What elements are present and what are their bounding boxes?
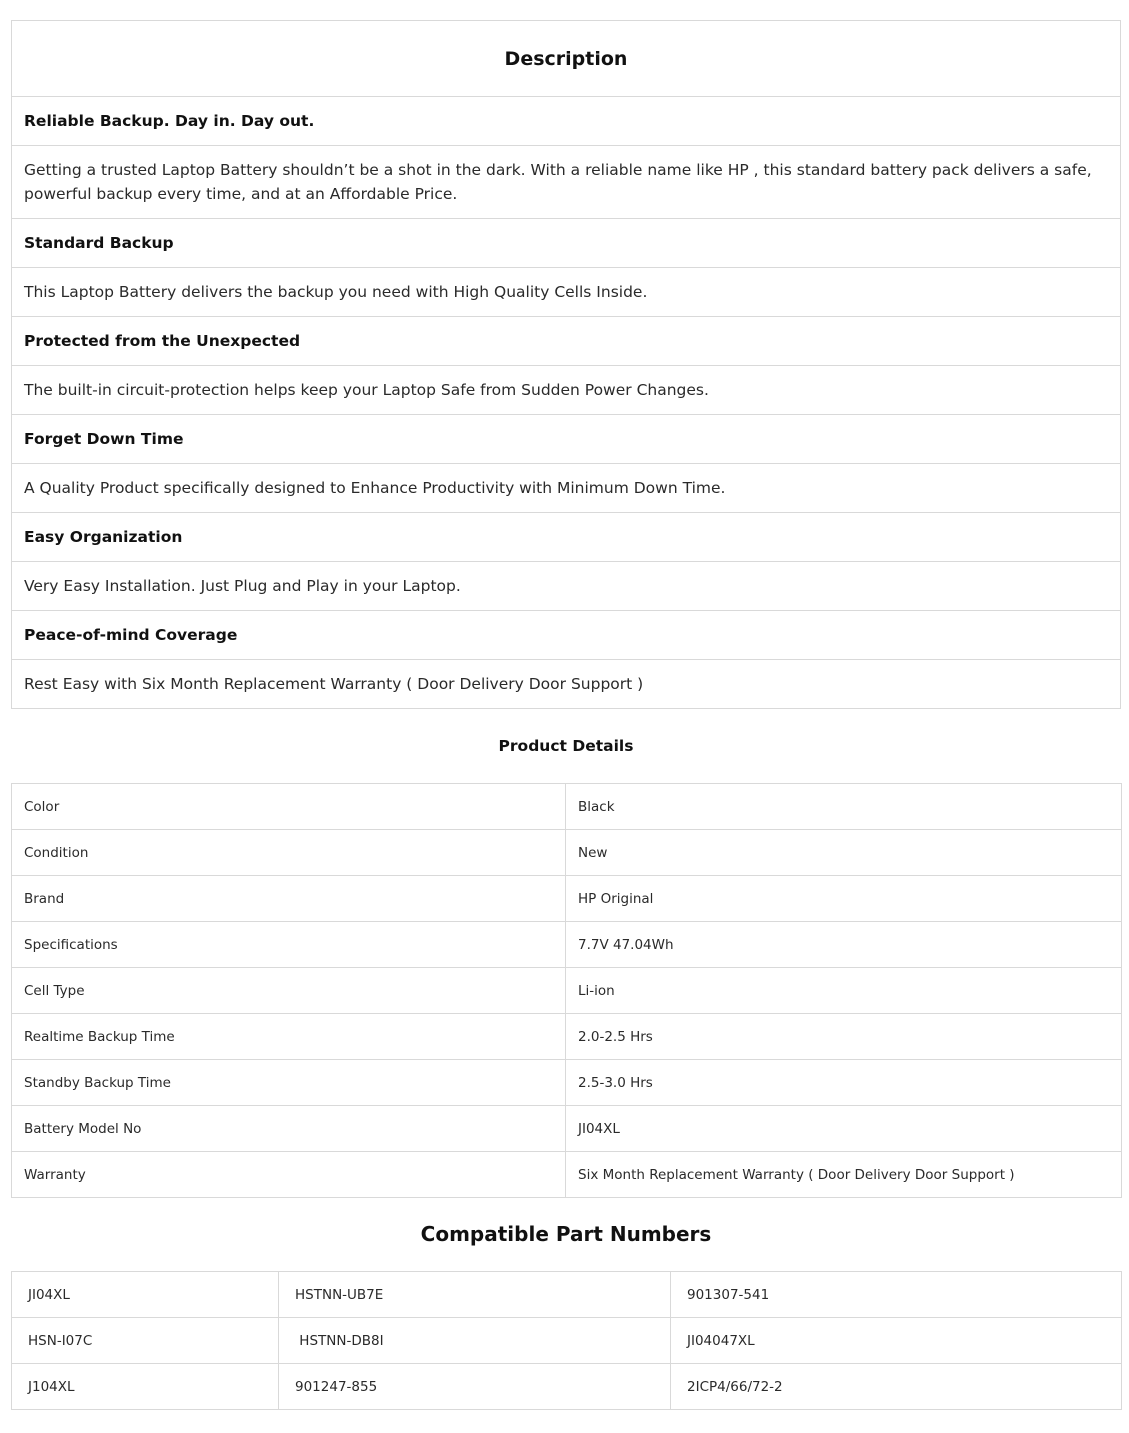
part-number: 2ICP4/66/72-2 [671,1364,1122,1410]
part-number: 901247-855 [279,1364,671,1410]
detail-label: Specifications [12,922,566,968]
detail-value: JI04XL [566,1106,1122,1152]
detail-value: HP Original [566,876,1122,922]
table-row [12,1060,1122,1106]
feature-text-row [12,562,1121,611]
description-header-row [12,21,1121,97]
feature-text-row [12,268,1121,317]
detail-label: Cell Type [12,968,566,1014]
table-row [12,1152,1122,1198]
part-number: HSTNN-UB7E [279,1272,671,1318]
table-row [12,876,1122,922]
part-number: HSTNN-DB8I [279,1318,671,1364]
detail-value: 2.0-2.5 Hrs [566,1014,1122,1060]
table-row [12,968,1122,1014]
feature-text: This Laptop Battery delivers the backup you need with High Quality Cells Inside. [12,268,1121,317]
feature-title: Protected from the Unexpected [12,317,1121,366]
detail-value: 2.5-3.0 Hrs [566,1060,1122,1106]
detail-label: Realtime Backup Time [12,1014,566,1060]
feature-title-row [12,317,1121,366]
detail-label: Brand [12,876,566,922]
feature-text: Getting a trusted Laptop Battery shouldn’t be a shot in the dark. With a reliable name like HP , this standard battery pack delivers a safe, powerful backup every time, and at an Affordable Price. [12,146,1121,219]
feature-text: Very Easy Installation. Just Plug and Play in your Laptop. [12,562,1121,611]
detail-label: Battery Model No [12,1106,566,1152]
description-table [11,20,1121,709]
table-row [12,922,1122,968]
feature-title: Standard Backup [12,219,1121,268]
part-number: JI04047XL [671,1318,1122,1364]
feature-title-row [12,513,1121,562]
detail-label: Color [12,784,566,830]
feature-text: The built-in circuit-protection helps keep your Laptop Safe from Sudden Power Changes. [12,366,1121,415]
feature-text-row [12,366,1121,415]
feature-title: Easy Organization [12,513,1121,562]
feature-text-row [12,660,1121,709]
table-row [12,784,1122,830]
table-row [12,1106,1122,1152]
detail-value: Six Month Replacement Warranty ( Door Delivery Door Support ) [566,1152,1122,1198]
table-row [12,1014,1122,1060]
part-number: J104XL [12,1364,279,1410]
detail-value: New [566,830,1122,876]
table-row [12,1364,1122,1410]
feature-title-row [12,97,1121,146]
product-details-heading: Product Details [498,737,634,755]
part-number: JI04XL [12,1272,279,1318]
detail-value: Black [566,784,1122,830]
description-heading: Description [12,21,1121,97]
detail-value: Li-ion [566,968,1122,1014]
detail-label: Warranty [12,1152,566,1198]
detail-label: Condition [12,830,566,876]
feature-title: Reliable Backup. Day in. Day out. [12,97,1121,146]
feature-title: Forget Down Time [12,415,1121,464]
feature-title-row [12,611,1121,660]
feature-text-row [12,146,1121,219]
table-row [12,1272,1122,1318]
feature-title-row [12,219,1121,268]
feature-title-row [12,415,1121,464]
feature-text: Rest Easy with Six Month Replacement Warranty ( Door Delivery Door Support ) [12,660,1121,709]
feature-title: Peace-of-mind Coverage [12,611,1121,660]
compatible-parts-table [11,1271,1122,1410]
compatible-parts-heading: Compatible Part Numbers [420,1222,712,1246]
part-number: HSN-I07C [12,1318,279,1364]
detail-value: 7.7V 47.04Wh [566,922,1122,968]
table-row [12,1318,1122,1364]
feature-text-row [12,464,1121,513]
feature-text: A Quality Product specifically designed to Enhance Productivity with Minimum Down Time. [12,464,1121,513]
table-row [12,830,1122,876]
part-number: 901307-541 [671,1272,1122,1318]
detail-label: Standby Backup Time [12,1060,566,1106]
product-details-table [11,783,1122,1198]
